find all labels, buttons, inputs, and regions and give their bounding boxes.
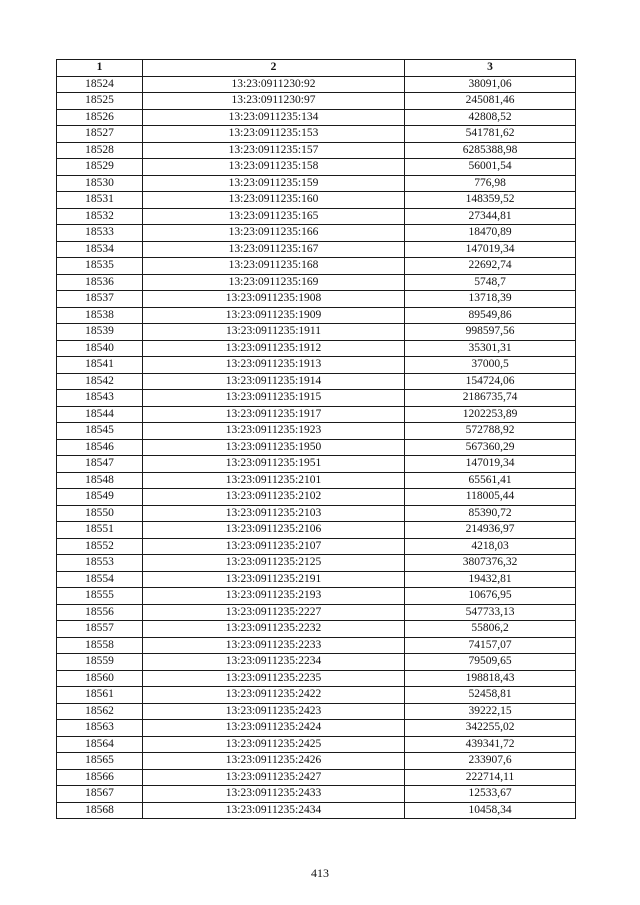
table-row — [57, 687, 576, 704]
cadastral-number-cell: 13:23:0911235:2425 — [143, 736, 405, 753]
row-number-cell: 18543 — [57, 390, 143, 407]
table-row — [57, 126, 576, 143]
value-cell: 198818,43 — [405, 670, 576, 687]
row-number-cell: 18556 — [57, 604, 143, 621]
cadastral-number-cell: 13:23:0911230:97 — [143, 93, 405, 110]
value-cell: 1202253,89 — [405, 406, 576, 423]
value-cell: 342255,02 — [405, 720, 576, 737]
value-cell: 52458,81 — [405, 687, 576, 704]
value-cell: 439341,72 — [405, 736, 576, 753]
value-cell: 147019,34 — [405, 456, 576, 473]
column-header-1: 1 — [57, 60, 143, 77]
table-row — [57, 538, 576, 555]
value-cell: 6285388,98 — [405, 142, 576, 159]
value-cell: 4218,03 — [405, 538, 576, 555]
cadastral-number-cell: 13:23:0911235:166 — [143, 225, 405, 242]
value-cell: 37000,5 — [405, 357, 576, 374]
table-row — [57, 192, 576, 209]
table-row — [57, 225, 576, 242]
table-row — [57, 373, 576, 390]
row-number-cell: 18539 — [57, 324, 143, 341]
cadastral-number-cell: 13:23:0911230:92 — [143, 76, 405, 93]
value-cell: 998597,56 — [405, 324, 576, 341]
cadastral-number-cell: 13:23:0911235:2233 — [143, 637, 405, 654]
row-number-cell: 18550 — [57, 505, 143, 522]
row-number-cell: 18559 — [57, 654, 143, 671]
row-number-cell: 18524 — [57, 76, 143, 93]
row-number-cell: 18533 — [57, 225, 143, 242]
row-number-cell: 18525 — [57, 93, 143, 110]
cadastral-number-cell: 13:23:0911235:1914 — [143, 373, 405, 390]
table-row — [57, 753, 576, 770]
cadastral-number-cell: 13:23:0911235:1915 — [143, 390, 405, 407]
row-number-cell: 18566 — [57, 769, 143, 786]
row-number-cell: 18558 — [57, 637, 143, 654]
row-number-cell: 18540 — [57, 340, 143, 357]
cadastral-number-cell: 13:23:0911235:158 — [143, 159, 405, 176]
value-cell: 85390,72 — [405, 505, 576, 522]
value-cell: 39222,15 — [405, 703, 576, 720]
cadastral-number-cell: 13:23:0911235:153 — [143, 126, 405, 143]
row-number-cell: 18561 — [57, 687, 143, 704]
table-row — [57, 439, 576, 456]
cadastral-number-cell: 13:23:0911235:2103 — [143, 505, 405, 522]
value-cell: 79509,65 — [405, 654, 576, 671]
table-header-row — [57, 60, 576, 77]
table-row — [57, 555, 576, 572]
table-row — [57, 588, 576, 605]
row-number-cell: 18553 — [57, 555, 143, 572]
cadastral-number-cell: 13:23:0911235:1913 — [143, 357, 405, 374]
value-cell: 547733,13 — [405, 604, 576, 621]
table-row — [57, 786, 576, 803]
row-number-cell: 18531 — [57, 192, 143, 209]
value-cell: 5748,7 — [405, 274, 576, 291]
row-number-cell: 18547 — [57, 456, 143, 473]
cadastral-number-cell: 13:23:0911235:2234 — [143, 654, 405, 671]
cadastral-number-cell: 13:23:0911235:2426 — [143, 753, 405, 770]
value-cell: 65561,41 — [405, 472, 576, 489]
cadastral-number-cell: 13:23:0911235:169 — [143, 274, 405, 291]
cadastral-number-cell: 13:23:0911235:1923 — [143, 423, 405, 440]
table-row — [57, 522, 576, 539]
table-row — [57, 291, 576, 308]
cadastral-number-cell: 13:23:0911235:2424 — [143, 720, 405, 737]
cadastral-number-cell: 13:23:0911235:134 — [143, 109, 405, 126]
value-cell: 776,98 — [405, 175, 576, 192]
row-number-cell: 18562 — [57, 703, 143, 720]
row-number-cell: 18538 — [57, 307, 143, 324]
row-number-cell: 18529 — [57, 159, 143, 176]
value-cell: 55806,2 — [405, 621, 576, 638]
cadastral-number-cell: 13:23:0911235:2227 — [143, 604, 405, 621]
page-number: 413 — [311, 866, 329, 880]
table-row — [57, 571, 576, 588]
value-cell: 74157,07 — [405, 637, 576, 654]
row-number-cell: 18564 — [57, 736, 143, 753]
value-cell: 147019,34 — [405, 241, 576, 258]
table-row — [57, 274, 576, 291]
row-number-cell: 18530 — [57, 175, 143, 192]
row-number-cell: 18527 — [57, 126, 143, 143]
value-cell: 2186735,74 — [405, 390, 576, 407]
value-cell: 27344,81 — [405, 208, 576, 225]
value-cell: 245081,46 — [405, 93, 576, 110]
cadastral-number-cell: 13:23:0911235:1917 — [143, 406, 405, 423]
cadastral-number-cell: 13:23:0911235:1908 — [143, 291, 405, 308]
row-number-cell: 18567 — [57, 786, 143, 803]
table-row — [57, 175, 576, 192]
table-row — [57, 241, 576, 258]
row-number-cell: 18555 — [57, 588, 143, 605]
table-row — [57, 802, 576, 819]
cadastral-number-cell: 13:23:0911235:159 — [143, 175, 405, 192]
value-cell: 10458,34 — [405, 802, 576, 819]
cadastral-number-cell: 13:23:0911235:1950 — [143, 439, 405, 456]
cadastral-number-cell: 13:23:0911235:2433 — [143, 786, 405, 803]
table-row — [57, 406, 576, 423]
data-table — [56, 59, 576, 819]
row-number-cell: 18552 — [57, 538, 143, 555]
cadastral-number-cell: 13:23:0911235:160 — [143, 192, 405, 209]
row-number-cell: 18535 — [57, 258, 143, 275]
cadastral-number-cell: 13:23:0911235:2422 — [143, 687, 405, 704]
cadastral-number-cell: 13:23:0911235:2101 — [143, 472, 405, 489]
value-cell: 567360,29 — [405, 439, 576, 456]
value-cell: 89549,86 — [405, 307, 576, 324]
row-number-cell: 18534 — [57, 241, 143, 258]
row-number-cell: 18560 — [57, 670, 143, 687]
cadastral-number-cell: 13:23:0911235:2191 — [143, 571, 405, 588]
cadastral-number-cell: 13:23:0911235:2106 — [143, 522, 405, 539]
table-row — [57, 142, 576, 159]
value-cell: 572788,92 — [405, 423, 576, 440]
table-row — [57, 505, 576, 522]
table-row — [57, 456, 576, 473]
table-row — [57, 159, 576, 176]
cadastral-number-cell: 13:23:0911235:1911 — [143, 324, 405, 341]
table-row — [57, 390, 576, 407]
value-cell: 214936,97 — [405, 522, 576, 539]
row-number-cell: 18542 — [57, 373, 143, 390]
value-cell: 118005,44 — [405, 489, 576, 506]
row-number-cell: 18548 — [57, 472, 143, 489]
value-cell: 42808,52 — [405, 109, 576, 126]
value-cell: 3807376,32 — [405, 555, 576, 572]
table-row — [57, 340, 576, 357]
table-body — [57, 76, 576, 819]
cadastral-number-cell: 13:23:0911235:2235 — [143, 670, 405, 687]
table-row — [57, 604, 576, 621]
table-row — [57, 703, 576, 720]
cadastral-number-cell: 13:23:0911235:2125 — [143, 555, 405, 572]
cadastral-number-cell: 13:23:0911235:2232 — [143, 621, 405, 638]
table-row — [57, 637, 576, 654]
value-cell: 12533,67 — [405, 786, 576, 803]
cadastral-number-cell: 13:23:0911235:157 — [143, 142, 405, 159]
table-row — [57, 489, 576, 506]
value-cell: 35301,31 — [405, 340, 576, 357]
table-row — [57, 357, 576, 374]
table-row — [57, 76, 576, 93]
cadastral-number-cell: 13:23:0911235:2193 — [143, 588, 405, 605]
cadastral-number-cell: 13:23:0911235:1909 — [143, 307, 405, 324]
table-row — [57, 736, 576, 753]
value-cell: 13718,39 — [405, 291, 576, 308]
row-number-cell: 18568 — [57, 802, 143, 819]
table-row — [57, 324, 576, 341]
row-number-cell: 18528 — [57, 142, 143, 159]
cadastral-number-cell: 13:23:0911235:2102 — [143, 489, 405, 506]
cadastral-number-cell: 13:23:0911235:2107 — [143, 538, 405, 555]
value-cell: 10676,95 — [405, 588, 576, 605]
value-cell: 18470,89 — [405, 225, 576, 242]
value-cell: 154724,06 — [405, 373, 576, 390]
value-cell: 233907,6 — [405, 753, 576, 770]
value-cell: 19432,81 — [405, 571, 576, 588]
value-cell: 38091,06 — [405, 76, 576, 93]
table-row — [57, 472, 576, 489]
table-row — [57, 258, 576, 275]
cadastral-number-cell: 13:23:0911235:2427 — [143, 769, 405, 786]
table-row — [57, 307, 576, 324]
row-number-cell: 18544 — [57, 406, 143, 423]
row-number-cell: 18549 — [57, 489, 143, 506]
row-number-cell: 18563 — [57, 720, 143, 737]
row-number-cell: 18545 — [57, 423, 143, 440]
row-number-cell: 18557 — [57, 621, 143, 638]
value-cell: 222714,11 — [405, 769, 576, 786]
row-number-cell: 18554 — [57, 571, 143, 588]
cadastral-number-cell: 13:23:0911235:165 — [143, 208, 405, 225]
table-row — [57, 769, 576, 786]
cadastral-number-cell: 13:23:0911235:1951 — [143, 456, 405, 473]
table-row — [57, 621, 576, 638]
table-row — [57, 208, 576, 225]
row-number-cell: 18546 — [57, 439, 143, 456]
table-row — [57, 654, 576, 671]
table-row — [57, 93, 576, 110]
column-header-3: 3 — [405, 60, 576, 77]
row-number-cell: 18526 — [57, 109, 143, 126]
cadastral-number-cell: 13:23:0911235:167 — [143, 241, 405, 258]
cadastral-number-cell: 13:23:0911235:168 — [143, 258, 405, 275]
table-row — [57, 670, 576, 687]
value-cell: 148359,52 — [405, 192, 576, 209]
cadastral-number-cell: 13:23:0911235:1912 — [143, 340, 405, 357]
value-cell: 56001,54 — [405, 159, 576, 176]
row-number-cell: 18536 — [57, 274, 143, 291]
row-number-cell: 18541 — [57, 357, 143, 374]
row-number-cell: 18551 — [57, 522, 143, 539]
cadastral-number-cell: 13:23:0911235:2423 — [143, 703, 405, 720]
value-cell: 22692,74 — [405, 258, 576, 275]
cadastral-number-cell: 13:23:0911235:2434 — [143, 802, 405, 819]
row-number-cell: 18537 — [57, 291, 143, 308]
row-number-cell: 18532 — [57, 208, 143, 225]
column-header-2: 2 — [143, 60, 405, 77]
row-number-cell: 18565 — [57, 753, 143, 770]
table-row — [57, 109, 576, 126]
value-cell: 541781,62 — [405, 126, 576, 143]
table-row — [57, 423, 576, 440]
table-row — [57, 720, 576, 737]
